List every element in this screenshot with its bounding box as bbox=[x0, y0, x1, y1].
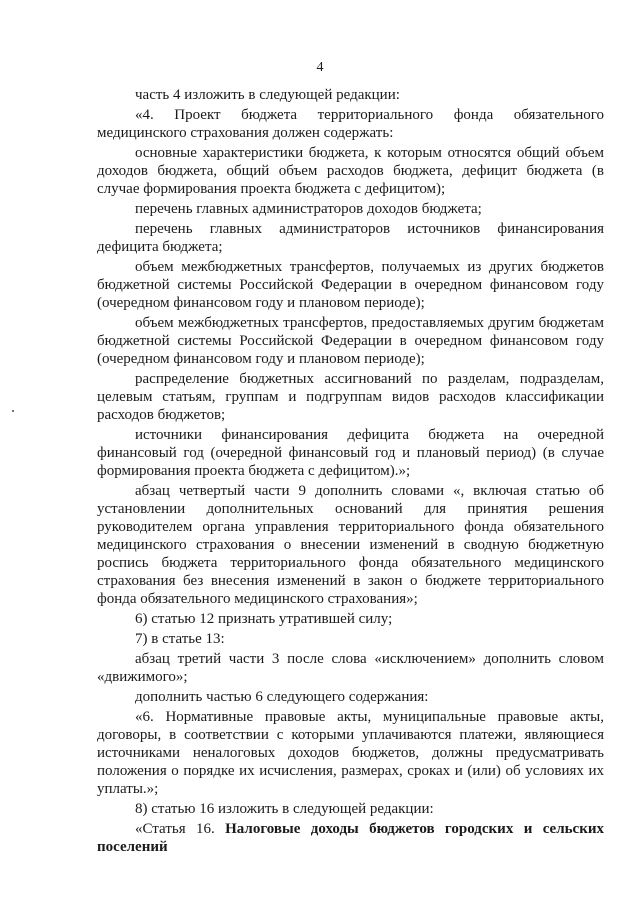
scan-speck bbox=[12, 410, 14, 412]
article-heading bbox=[97, 820, 604, 856]
document-body bbox=[97, 86, 604, 858]
paragraph: «6. Нормативные правовые акты, муниципальные правовые акты, договоры, в соответствии с которыми уплачиваются платежи, являющиеся источниками неналоговых доходов бюджетов, должны предусматривать положения о порядке их исчисления, размерах, сроках и (или) об условиях их уплаты.»; bbox=[97, 709, 604, 797]
paragraph: 7) в статье 13: bbox=[135, 631, 225, 647]
paragraph: часть 4 изложить в следующей редакции: bbox=[135, 87, 400, 103]
article-heading-prefix: «Статья 16. bbox=[135, 821, 226, 837]
paragraph: основные характеристики бюджета, к которым относятся общий объем доходов бюджета, общий объем расходов бюджета, дефицит бюджета (в случае формирования проекта бюджета с дефицитом); bbox=[97, 145, 604, 197]
paragraph: абзац четвертый части 9 дополнить словами «, включая статью об установлении дополнительных оснований для принятия решения руководителем органа управления территориального фонда обязательного медицинского страхования о внесении изменений в сводную бюджетную роспись бюджета территориального фонда обязательного медицинского страхования без внесения изменений в закон о бюджете территориального фонда обязательного медицинского страхования»; bbox=[97, 483, 604, 607]
paragraph: перечень главных администраторов источников финансирования дефицита бюджета; bbox=[97, 221, 604, 255]
paragraph: абзац третий части 3 после слова «исключением» дополнить словом «движимого»; bbox=[97, 651, 604, 685]
paragraph: объем межбюджетных трансфертов, предоставляемых другим бюджетам бюджетной системы Российской Федерации в очередном финансовом году (очередном финансовом году и плановом периоде); bbox=[97, 315, 604, 367]
paragraph: перечень главных администраторов доходов бюджета; bbox=[135, 201, 482, 217]
paragraph: 8) статью 16 изложить в следующей редакции: bbox=[135, 801, 434, 817]
page-number: 4 bbox=[316, 60, 324, 75]
paragraph: распределение бюджетных ассигнований по разделам, подразделам, целевым статьям, группам и подгруппам видов расходов классификации расходов бюджетов; bbox=[97, 371, 604, 423]
paragraph: источники финансирования дефицита бюджета на очередной финансовый год (очередной финансовый год и плановый период) (в случае формирования проекта бюджета с дефицитом).»; bbox=[97, 427, 604, 479]
paragraph: объем межбюджетных трансфертов, получаемых из других бюджетов бюджетной системы Российской Федерации в очередном финансовом году (очередном финансовом году и плановом периоде); bbox=[97, 259, 604, 311]
paragraph: 6) статью 12 признать утратившей силу; bbox=[135, 611, 393, 627]
paragraph: дополнить частью 6 следующего содержания: bbox=[135, 689, 429, 705]
article-heading-title: Налоговые доходы бюджетов городских и сельских поселений bbox=[97, 821, 604, 855]
paragraph: «4. Проект бюджета территориального фонда обязательного медицинского страхования должен содержать: bbox=[97, 107, 604, 141]
